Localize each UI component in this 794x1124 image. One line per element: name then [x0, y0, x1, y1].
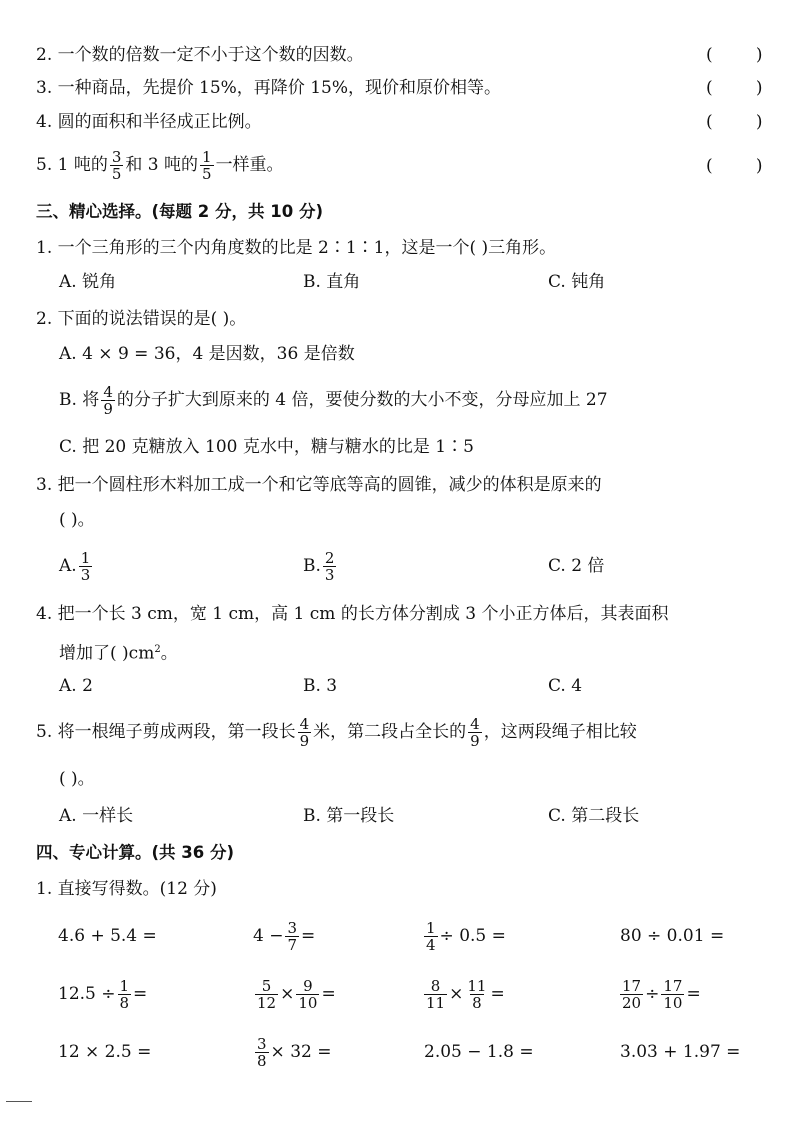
section-3-title: 三、精心选择。(每题 2 分，共 10 分): [36, 202, 324, 221]
denominator: 10: [663, 993, 683, 1012]
calc-r2c4: [618, 974, 701, 1014]
text: 增加了( )cm: [59, 643, 155, 664]
fraction: [424, 976, 447, 1012]
numerator: 1: [426, 918, 436, 937]
denominator: 7: [287, 935, 298, 954]
fraction: [285, 918, 299, 954]
calc-r3c2: [253, 1032, 331, 1072]
text: 和 3 吨的: [125, 155, 199, 175]
text: B.: [303, 556, 321, 576]
choice-q2-option-c[interactable]: C. 把 20 克糖放入 100 克水中，糖与糖水的比是 1∶5: [59, 437, 474, 457]
numerator: 1: [202, 147, 212, 166]
numerator: 3: [287, 918, 298, 937]
fraction: [298, 714, 312, 750]
section-4-title: 四、专心计算。(共 36 分): [36, 843, 235, 862]
choice-q4-option-c[interactable]: C. 4: [548, 676, 583, 696]
calc-r1c4: 80 ÷ 0.01 =: [620, 926, 725, 946]
answer-paren-q5[interactable]: ( ): [706, 156, 763, 176]
calc-r2c2: [253, 974, 336, 1014]
fraction: [465, 976, 488, 1012]
page-edge-mark: [6, 1101, 32, 1102]
fraction: [296, 976, 319, 1012]
numerator: 1: [80, 548, 91, 567]
fraction: [200, 147, 214, 183]
calc-r3c4: 3.03 + 1.97 =: [620, 1042, 741, 1062]
calc-r1c3: [422, 916, 506, 956]
text: 。: [160, 643, 178, 664]
denominator: 3: [80, 565, 91, 584]
choice-q5-option-b[interactable]: B. 第一段长: [303, 806, 395, 826]
text: 4 −: [253, 926, 284, 946]
text: ÷ 0.5 =: [439, 926, 506, 946]
choice-q3-line2: ( )。: [59, 510, 95, 530]
denominator: 4: [426, 935, 436, 954]
judge-q3: 3. 一种商品，先提价 15%，再降价 15%，现价和原价相等。: [36, 78, 502, 98]
denominator: 20: [622, 993, 642, 1012]
choice-q5-line2: ( )。: [59, 769, 95, 789]
answer-paren-q2[interactable]: ( ): [706, 45, 763, 65]
text: A.: [59, 556, 77, 576]
choice-q4-line2: [59, 640, 178, 664]
judge-q5: [36, 146, 284, 184]
calc-r1c1: 4.6 + 5.4 =: [58, 926, 157, 946]
text: × 32 =: [270, 1042, 332, 1062]
choice-q5-line1: [36, 712, 637, 752]
denominator: 8: [472, 993, 482, 1012]
text: 的分子扩大到原来的 4 倍，要使分数的大小不变，分母应加上 27: [116, 390, 608, 410]
fraction: [424, 918, 438, 954]
choice-q2: 2. 下面的说法错误的是( )。: [36, 309, 247, 329]
fraction: [255, 976, 278, 1012]
text: 米，第二段占全长的: [313, 722, 467, 742]
denominator: 8: [119, 993, 130, 1012]
numerator: 9: [303, 976, 313, 995]
operator: ×: [449, 984, 464, 1004]
numerator: 2: [324, 548, 335, 567]
calc-r3c3: 2.05 − 1.8 =: [424, 1042, 534, 1062]
denominator: 9: [470, 731, 480, 750]
text: =: [490, 984, 505, 1004]
fraction: [323, 548, 337, 584]
denominator: 9: [299, 731, 310, 750]
text: 5. 1 吨的: [36, 155, 108, 175]
fraction: [118, 976, 132, 1012]
denominator: 5: [202, 164, 212, 183]
choice-q4-option-b[interactable]: B. 3: [303, 676, 338, 696]
calc-r1c2: [253, 916, 315, 956]
text: 5. 将一根绳子剪成两段，第一段长: [36, 722, 296, 742]
denominator: 12: [257, 993, 277, 1012]
fraction: [79, 548, 93, 584]
numerator: 17: [622, 976, 642, 995]
calc-r3c1: 12 × 2.5 =: [58, 1042, 152, 1062]
calc-r2c1: [58, 974, 147, 1014]
denominator: 10: [298, 993, 318, 1012]
choice-q2-option-b[interactable]: [59, 380, 608, 420]
denominator: 3: [324, 565, 335, 584]
text: =: [133, 984, 148, 1004]
numerator: 4: [103, 382, 113, 401]
fraction: [661, 976, 684, 1012]
numerator: 5: [261, 976, 272, 995]
superscript: 2: [154, 644, 161, 655]
judge-q4: 4. 圆的面积和半径成正比例。: [36, 112, 262, 132]
choice-q4-option-a[interactable]: A. 2: [59, 676, 93, 696]
denominator: 11: [426, 993, 446, 1012]
fraction: [255, 1034, 269, 1070]
answer-paren-q4[interactable]: ( ): [706, 112, 763, 132]
denominator: 5: [111, 164, 122, 183]
numerator: 17: [663, 976, 683, 995]
fraction: [620, 976, 643, 1012]
choice-q3-option-c[interactable]: C. 2 倍: [548, 556, 605, 576]
operator: ÷: [645, 984, 660, 1004]
text: ，这两段绳子相比较: [483, 722, 637, 742]
text: =: [321, 984, 336, 1004]
choice-q3-option-b[interactable]: [303, 546, 338, 586]
fraction: [468, 714, 482, 750]
choice-q2-option-a[interactable]: A. 4 × 9 = 36，4 是因数，36 是倍数: [59, 344, 355, 364]
fraction: [101, 382, 115, 418]
choice-q3-option-a[interactable]: [59, 546, 94, 586]
denominator: 8: [257, 1051, 267, 1070]
numerator: 3: [111, 147, 122, 166]
calc-r2c3: [422, 974, 505, 1014]
choice-q1: 1. 一个三角形的三个内角度数的比是 2∶1∶1，这是一个( )三角形。: [36, 238, 557, 258]
choice-q4-line1: 4. 把一个长 3 cm，宽 1 cm，高 1 cm 的长方体分割成 3 个小正方体后，其表面积: [36, 604, 669, 624]
judge-q2: 2. 一个数的倍数一定不小于这个数的因数。: [36, 45, 364, 65]
numerator: 1: [119, 976, 130, 995]
text: 12.5 ÷: [58, 984, 116, 1004]
text: =: [301, 926, 316, 946]
choice-q5-option-c[interactable]: C. 第二段长: [548, 806, 640, 826]
choice-q3-line1: 3. 把一个圆柱形木料加工成一个和它等底等高的圆锥，减少的体积是原来的: [36, 475, 602, 495]
calc-subtitle: 1. 直接写得数。(12 分): [36, 879, 217, 899]
choice-q1-option-a[interactable]: A. 锐角: [59, 272, 117, 292]
answer-paren-q3[interactable]: ( ): [706, 78, 763, 98]
numerator: 4: [299, 714, 310, 733]
text: 一样重。: [215, 155, 284, 175]
numerator: 3: [257, 1034, 267, 1053]
text: B. 将: [59, 390, 100, 410]
numerator: 4: [470, 714, 480, 733]
text: =: [686, 984, 701, 1004]
choice-q1-option-b[interactable]: B. 直角: [303, 272, 361, 292]
operator: ×: [280, 984, 295, 1004]
choice-q1-option-c[interactable]: C. 钝角: [548, 272, 606, 292]
fraction: [110, 147, 124, 183]
numerator: 8: [430, 976, 441, 995]
numerator: 11: [467, 976, 487, 995]
choice-q5-option-a[interactable]: A. 一样长: [59, 806, 134, 826]
denominator: 9: [103, 399, 113, 418]
